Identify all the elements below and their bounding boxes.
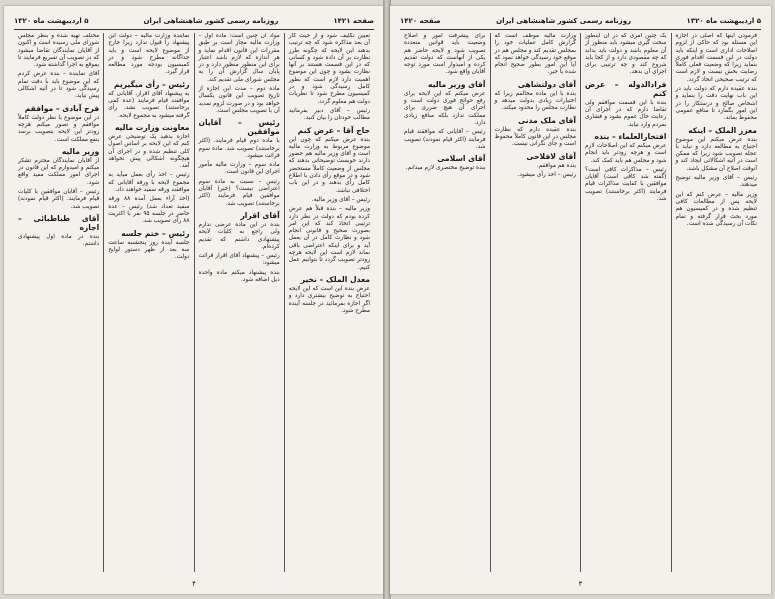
paragraph: بنده در ماده اول پیشنهادی داشتم. <box>18 233 100 248</box>
paragraph: وزیر مالیه – عرض کنم که این لایحه پس از مطالعات کافی تنظیم شده و در کمیسیون هم مورد بحث قرار گرفته و تمام نکات آن رسیدگی شده است. <box>675 191 757 227</box>
speaker-heading: آقای وزیر مالیه <box>428 79 486 89</box>
paragraph: ماده سوم – وزارت مالیه مأمور اجرای این قانون است. <box>198 162 280 176</box>
paragraph: رئیس – اخذ رأی میشود. <box>517 171 576 178</box>
speaker-heading: افتخارالعلماء – بنده <box>594 131 667 141</box>
paragraph: در این موضوع با نظر دولت کاملاً موافقم و تصور میکنم هرچه زودتر این لایحه بتصویب برسد بنفع مملکت است. <box>18 114 100 143</box>
paragraph: با ماده دوم قیام فرمایند. (اکثر برخاستند) تصویب شد. ماده سوم قرائت میشود. <box>198 138 280 159</box>
paragraph: یک چنین امری که در آن اینطور سخت گیری میشود باید منظور از آن معلوم باشد و دولت باید بداند که چه مقصودی دارد و از کجا باید شروع کند و چه ترتیبی برای اجرای آن بدهد. <box>585 33 667 76</box>
header-rule <box>400 29 761 30</box>
speaker-heading: حاج آقا – عرض کنم <box>297 125 370 135</box>
paragraph: رئیس – آقایانی که موافقند قیام فرمایند (اکثر قیام نمودند) تصویب شد. <box>404 129 486 150</box>
paragraph: تعیین تکلیف شود و از حیث کار آن بعد مذاکره شود که چه ترتیب بدهند این لایحه که چگونه طرز نظارت بر آن داده شود و کسانی که در این قسمت هستند بر آنها نظارت بشود و چون این موضوع اهمیت دارد لازم است که بطور کامل رسیدگی شود و در کمیسیون مطرح شود تا نظریات دولت هم معلوم گردد. <box>288 33 370 105</box>
speaker-heading: آقای ملک مدنی <box>518 115 576 125</box>
paragraph: عرض میکنم که این لایحه برای رفع حوائج فوری دولت است و اجرای آن هیچ ضرری برای مملکت ندارد بلکه منافع زیادی دارد. <box>404 90 486 126</box>
speaker-heading: وزیر مالیه <box>61 146 100 156</box>
newspaper-title: روزنامه رسمی کشور شاهنشاهی ایران <box>496 17 632 25</box>
page-header <box>400 14 761 28</box>
paragraph: مواد آن چنین است: ماده اول – وزارت مالیه مجاز است بر طبق مقررات این قانون اقدام نماید و هر اندازه که لازم باشد اعتبار برای این منظور منظور دارد و در پایان سال گزارش آن را به مجلس شورای ملی تقدیم کند. <box>198 33 280 83</box>
paragraph: رئیس – آقایان موافقین با کلیات قیام فرمایند. (اکثر قیام نمودند) تصویب شد. <box>18 189 100 210</box>
page-number: صفحه ۱۴۲۱ <box>333 17 374 25</box>
speaker-heading: آقای لافلاحی <box>526 151 576 161</box>
text-column <box>400 33 490 572</box>
paragraph: بنده عرض میکنم که چون این موضوع مربوط به وزارت مالیه است و آقای وزیر مالیه هم حضور دارند خوبست توضیحاتی بدهند که مجلس از وضعیت کاملاً مستحضر شود و در موقع رأی دادن با اطلاع کامل رأی بدهند و در این باب اختلافی نباشد. <box>288 136 370 194</box>
text-column <box>14 33 103 572</box>
paragraph: عرض میکنم که این اصلاحات لازم است و هرچه زودتر باید انجام شود و مجلس هم باید کمک کند. <box>585 142 667 164</box>
speaker-heading: معدل الملک – نخیر <box>300 274 370 284</box>
speaker-heading: فرادالدوله – عرض کنم <box>585 79 667 98</box>
text-column <box>284 33 374 572</box>
paragraph: رئیس – آقای وزیر مالیه. <box>311 196 370 203</box>
text-column <box>671 33 762 572</box>
paragraph: نماینده وزارت مالیه – دولت این پیشنهاد را قبول ندارد زیرا خارج از موضوع لایحه است و باید جداگانه مطرح شود و در کمیسیون بودجه مورد مطالعه قرار گیرد. <box>108 33 190 76</box>
paragraph: بنده عقیده دارم که دولت باید در این باب نهایت دقت را بنماید و اشخاص صالح و درستکار را در این امور بگمارد تا منافع عمومی محفوظ بماند. <box>675 86 757 122</box>
text-column <box>490 33 581 572</box>
left-page <box>4 6 384 594</box>
paragraph: فرمودن اینها که اصلی در اجازه این مسئله بود که حاکی از لزوم اصلاحات اداری است و اینکه باید دولت در این قسمت اقدام فوری بنماید زیرا که وضعیت فعلی کاملاً رضایت بخش نیست و لازم است که ترتیب صحیحی اتخاذ گردد. <box>675 33 757 83</box>
text-columns <box>400 33 761 572</box>
paragraph: وزارت مالیه موظف است که گزارش کامل عملیات خود را بمجلس تقدیم کند و مجلس هم در موقع خود رسیدگی خواهد نمود که آیا این امور بطور صحیح انجام شده یا خیر. <box>494 33 576 76</box>
page-number: صفحه ۱۴۲۰ <box>400 17 441 25</box>
speaker-heading: آقای اسلامی <box>437 154 486 164</box>
text-column <box>580 33 671 572</box>
paragraph: بنده توضیح مختصری لازم میدانم. <box>405 165 486 172</box>
issue-date: ۵ اردیبهشت ماه ۱۳۲۰ <box>686 17 761 25</box>
paragraph: برای پیشرفت امور و اصلاح وضعیت باید قوانین متعدده تصویب شود و لایحه حاضر هم یکی از آنهاست که دولت تقدیم کرده و امیدوار است مورد توجه آقایان واقع شود. <box>404 33 486 76</box>
page-header <box>14 14 374 28</box>
paragraph: (اخذ آراء بعمل آمده ۸۸ ورقه سفید تعداد شد) رئیس – عده حاضر در جلسه ۹۵ نفر با اکثریت ۸۸ رأی تصویب شد. <box>108 196 190 225</box>
speaker-heading: معاونت وزارت مالیه <box>114 122 190 132</box>
paragraph: رئیس – نسبت به ماده سوم اعتراضی نیست؟ (خیر) آقایان موافقین قیام فرمایند (اکثر برخاستند) تصویب شد. <box>198 178 280 207</box>
paragraph: وزیر مالیه – بنده قبلاً هم عرض کرده بودم که دولت در نظر دارد ترتیبی اتخاذ کند که این امر بصورت صحیح و قانونی انجام شود و نظارت کامل در آن بعمل آید و برای اینکه اعتراضی باقی نماند لازم است این لایحه هرچه زودتر تصویب گردد تا بتوانیم عمل کنیم. <box>288 206 370 271</box>
page-footer: ۴ <box>192 580 196 588</box>
speaker-heading: فرح آبادی – موافقم <box>24 103 100 113</box>
paragraph: جلسه آینده روز پنجشنبه ساعت سه بعد از ظهر دستور لوایح دولت. <box>108 239 190 261</box>
speaker-heading: رئیس – رأی میگیریم <box>113 79 190 89</box>
paragraph: از آقایان نمایندگان محترم تشکر میکنم و امیدوارم که این قانون در اجرای امور مملکت مفید واقع شود. <box>18 157 100 186</box>
paragraph: بنده با این قسمت موافقم ولی تقاضا دارم که در اجرای آن رعایت حال عموم بشود و فشاری بمردم وارد نیاید. <box>585 99 667 128</box>
paragraph: بنده با این ماده مخالفم زیرا که اختیارات زیادی بدولت میدهد و نظارت مجلس را محدود میکند. <box>494 90 576 112</box>
paragraph: اجازه بدهید یک توضیحی عرض کنم که این لایحه بر اساس اصول کلی تنظیم شده و در اجرای آن هیچگونه اشکالی پیش نخواهد آمد. <box>108 133 190 170</box>
paragraph: مختلف تهیه شده و بنظر مجلس شورای ملی رسیده است و اکنون از آقایان نمایندگان تقاضا میشود که در تصویب آن تسریع فرمایند تا بموقع به اجرا گذاشته شود. <box>18 33 100 69</box>
speaker-heading: آقای طباطبائی – اجازه <box>18 213 100 232</box>
paragraph: بنده در این ماده عرضی ندارم ولی راجع به کلیات لایحه پیشنهادی داشتم که تقدیم کرده‌ام. <box>198 221 280 250</box>
text-columns <box>14 33 374 572</box>
text-column <box>194 33 284 572</box>
paragraph: بنده عقیده دارم که نظارت مجلس در این قانون کاملاً محفوظ است و جای نگرانی نیست. <box>494 126 576 148</box>
speaker-heading: معزز الملک – اینکه <box>688 125 757 135</box>
paragraph: به پیشنهاد آقای اقرار، آقایانی که موافقند قیام فرمایند (عده کمی برخاستند) تصویب نشد. رأی گرفته میشود به مجموع لایحه. <box>108 90 190 119</box>
speaker-heading: رئیس – آقایان موافقین <box>198 118 280 137</box>
paragraph: رئیس – آقای دبیر بفرمائید مطالب خودتان را بیان کنید. <box>288 107 370 122</box>
paragraph: آقای نماینده – بنده عرض کردم که این موضوع باید با دقت تمام رسیدگی شود تا در آتیه اشکالی پیش نیاید. <box>18 71 100 100</box>
page-footer: ۴ <box>578 580 583 588</box>
speaker-heading: آقای اقرار <box>240 210 280 220</box>
paragraph: عرض بنده این است که این لایحه احتیاج به توضیح بیشتری دارد و اگر اجازه بفرمائید در جلسه آینده مطرح شود. <box>288 285 370 314</box>
speaker-heading: آقای دولتشاهی <box>517 79 576 89</box>
paragraph: رئیس – اخذ رأی بعمل میآید به مجموع لایحه با ورقه آقایانی که موافقند ورقه سفید خواهند داد. <box>108 172 190 194</box>
newspaper-title: روزنامه رسمی کشور شاهنشاهی ایران <box>143 17 279 25</box>
paragraph: بنده پیشنهاد میکنم ماده واحده ذیل اضافه شود. <box>198 269 280 284</box>
issue-date: ۵ اردیبهشت ماه ۱۳۲۰ <box>14 17 89 25</box>
speaker-heading: رئیس – ختم جلسه <box>121 228 190 238</box>
paragraph: رئیس – مذاکرات کافی است؟ (گفته شد کافی است) آقایان موافقین با کفایت مذاکرات قیام فرمایند (اکثر برخاستند) تصویب شد. <box>585 166 667 203</box>
right-page <box>390 6 771 594</box>
paragraph: رئیس – آقای وزیر مالیه توضیح میدهند. <box>675 175 757 189</box>
text-column <box>103 33 193 572</box>
paragraph: بنده هم موافقم. <box>536 162 576 169</box>
paragraph: بنده عرض میکنم این موضوع احتیاج به مطالعه دارد و نباید با عجله تصویب شود زیرا که ممکن است در آتیه اشکالاتی ایجاد کند و آنوقت اصلاح آن مشکل باشد. <box>675 136 757 172</box>
paragraph: رئیس – پیشنهاد آقای اقرار قرائت میشود: <box>198 253 280 267</box>
header-rule <box>14 29 374 30</box>
paragraph: ماده دوم – مدت این اجازه از تاریخ تصویب این قانون یکسال خواهد بود و در صورت لزوم تمدید آن با تصویب مجلس است. <box>198 86 280 114</box>
